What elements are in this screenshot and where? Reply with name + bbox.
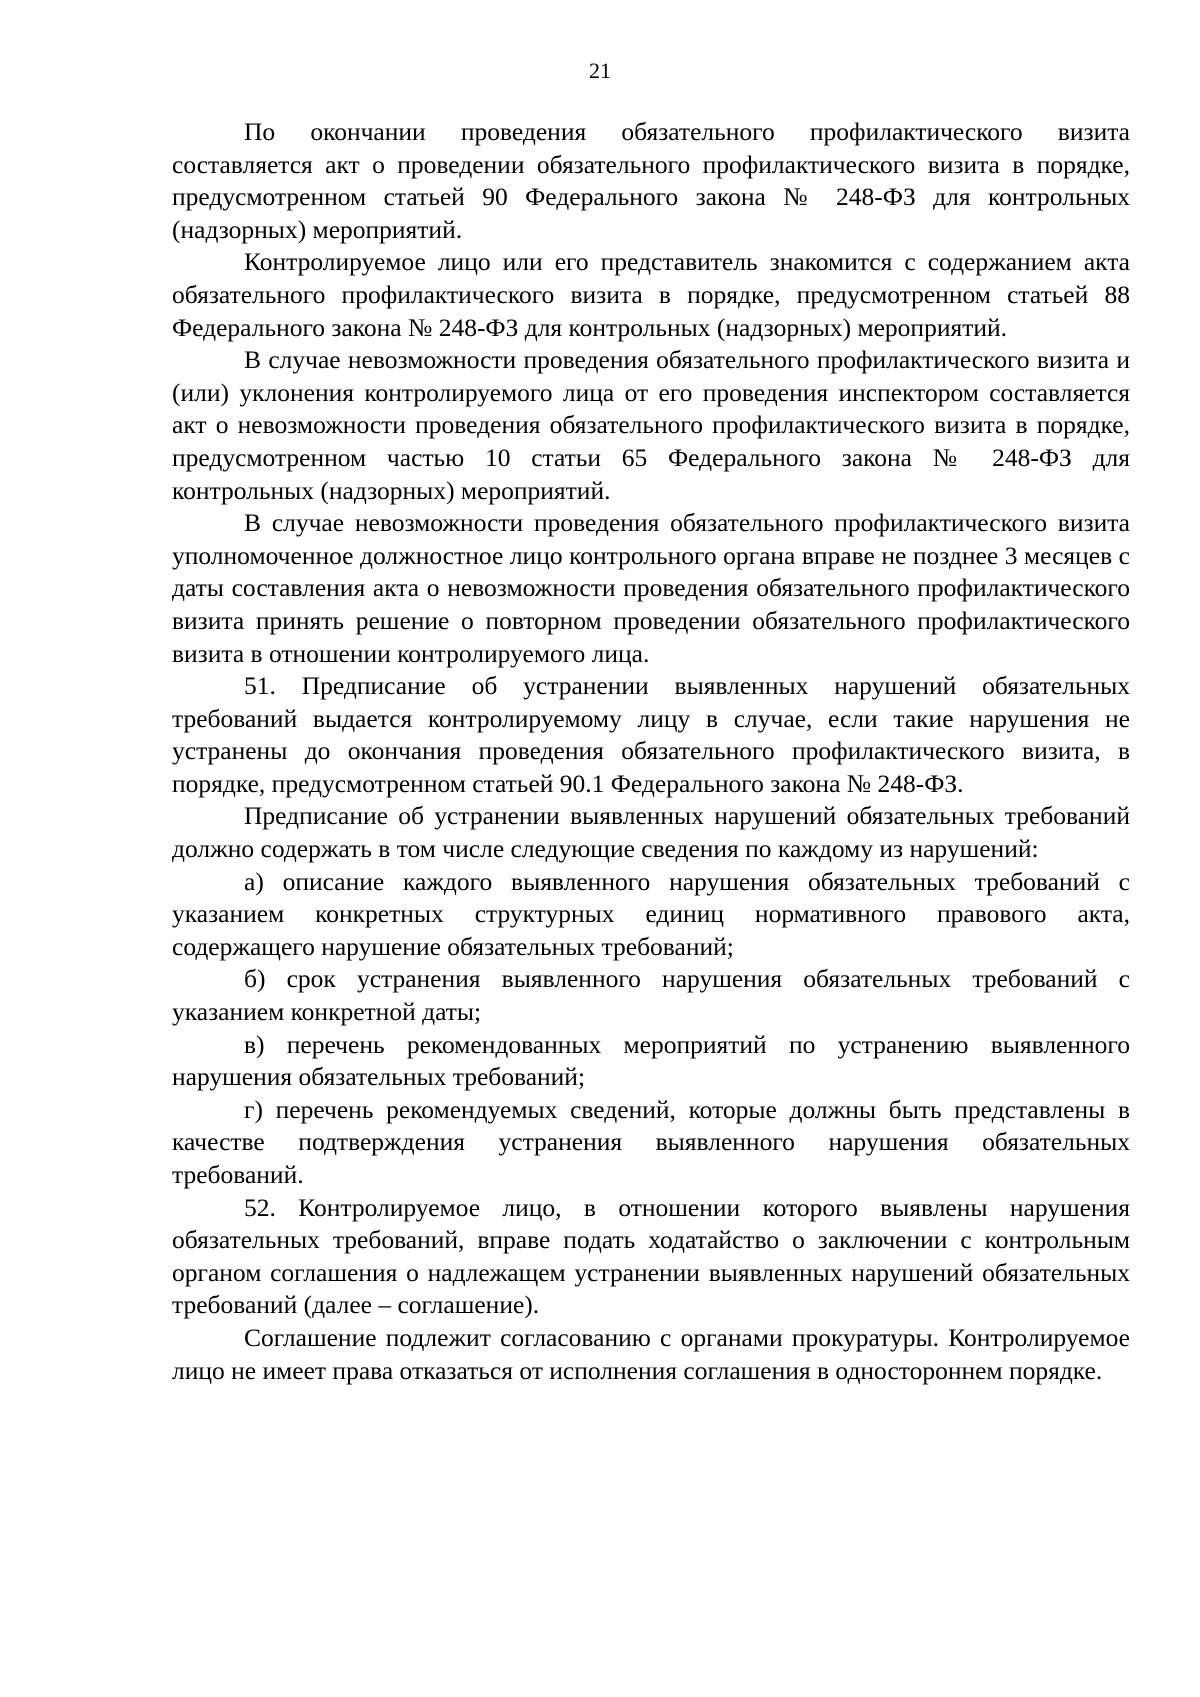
paragraph-prescription-content: Предписание об устранении выявленных нарушений обязательных требований должно содержать в том числе следующие сведения по каждому из нарушений: (172, 801, 1130, 864)
paragraph-item-52: 52. Контролируемое лицо, в отношении которого выявлены нарушения обязательных требований, вправе подать ходатайство о заключении с контрольным органом соглашения о надлежащем устранении выявленных нарушений обязательных требований (далее – соглашение). (172, 1192, 1130, 1320)
paragraph-item-51: 51. Предписание об устранении выявленных нарушений обязательных требований выдается контролируемому лицу в случае, если такие нарушения не устранены до окончания проведения обязательного профилактического визита, в порядке, предусмотренном статьей 90.1 Федерального закона № 248-ФЗ. (172, 671, 1130, 798)
paragraph-impossibility-act: В случае невозможности проведения обязательного профилактического визита и (или) уклонения контролируемого лица от его проведения инспектором составляется акт о невозможности проведения обязательного профилактического визита в порядке, предусмотренном частью 10 статьи 65 Федерального закона № 248-ФЗ для контрольных (надзорных) мероприятий. (172, 345, 1130, 505)
list-item-v: в) перечень рекомендованных мероприятий по устранению выявленного нарушения обязательных требований; (172, 1029, 1130, 1092)
paragraph-inspection-act: По окончании проведения обязательного профилактического визита составляется акт о проведении обязательного профилактического визита в порядке, предусмотренном статьей 90 Федерального закона № 248-ФЗ для контрольных (надзорных) мероприятий. (172, 117, 1130, 244)
list-item-a: а) описание каждого выявленного нарушения обязательных требований с указанием конкретных структурных единиц нормативного правового акта, содержащего нарушение обязательных требований; (172, 866, 1130, 961)
list-item-g: г) перечень рекомендуемых сведений, которые должны быть представлены в качестве подтверждения устранения выявленного нарушения обязательных требований. (172, 1094, 1130, 1189)
page-number: 21 (589, 58, 611, 83)
list-item-b: б) срок устранения выявленного нарушения обязательных требований с указанием конкретной даты; (172, 964, 1130, 1027)
document-body (172, 116, 1130, 1387)
paragraph-act-familiarization: Контролируемое лицо или его представитель знакомится с содержанием акта обязательного профилактического визита в порядке, предусмотренном статьей 88 Федерального закона № 248-ФЗ для контрольных (надзорных) мероприятий. (172, 247, 1130, 342)
paragraph-agreement: Соглашение подлежит согласованию с органами прокуратуры. Контролируемое лицо не имеет права отказаться от исполнения соглашения в одностороннем порядке. (172, 1322, 1130, 1385)
paragraph-repeat-visit: В случае невозможности проведения обязательного профилактического визита уполномоченное должностное лицо контрольного органа вправе не позднее 3 месяцев с даты составления акта о невозможности проведения обязательного профилактического визита принять решение о повторном проведении обязательного профилактического визита в отношении контролируемого лица. (172, 508, 1130, 668)
